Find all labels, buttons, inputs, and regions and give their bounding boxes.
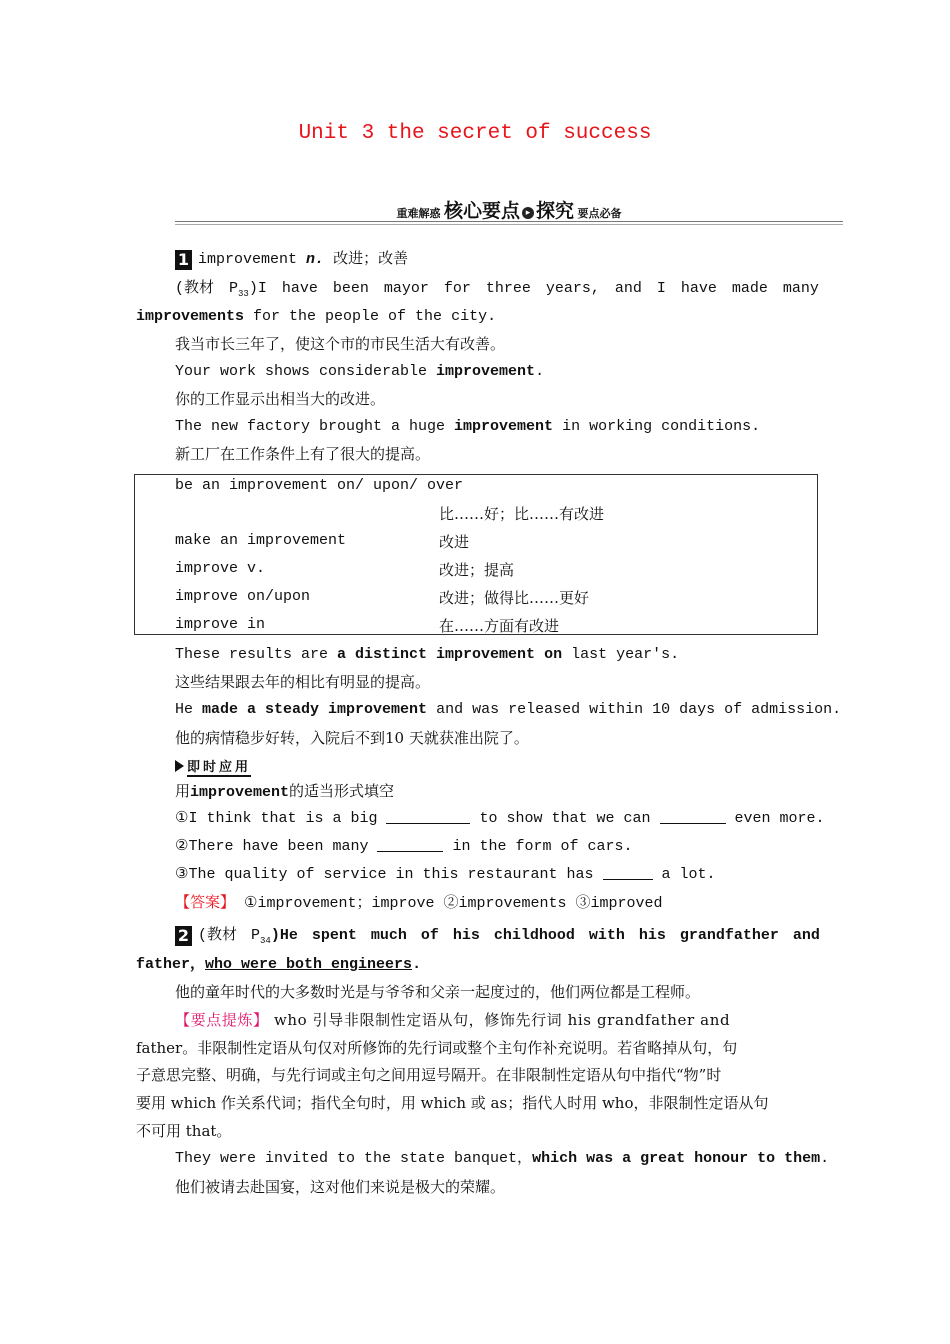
item1-head-meaning: 改进；改善: [333, 251, 409, 268]
point-text: who 引导非限制性定语从句，修饰先行词 his grandfather and: [268, 1011, 731, 1029]
sentence-rest: for the people of the city.: [244, 308, 497, 325]
keyword: made a steady improvement: [202, 701, 428, 718]
practice-prompt: [175, 777, 816, 807]
item2-zh2: 他们被请去赴国宴，这对他们来说是极大的荣耀。: [175, 1178, 506, 1196]
item2-zh1: 他的童年时代的大多数时光是与爷爷和父亲一起度过的，他们两位都是工程师。: [175, 983, 701, 1001]
sentence-part: .: [412, 956, 422, 973]
question-text: in the form of cars.: [443, 838, 633, 855]
question-1: [175, 805, 825, 833]
item2-example: [175, 1145, 830, 1173]
answer-blank[interactable]: [603, 865, 653, 880]
phrase-en: make an improvement: [175, 532, 347, 549]
section-banner: [175, 196, 843, 228]
sentence-part: and was released within 10 days of admission.: [427, 701, 842, 718]
item1-zh5: 他的病情稳步好转，入院后不到10 天就获准出院了。: [175, 729, 529, 747]
item1-head-word: improvement: [198, 251, 298, 268]
point-line-3: 子意思完整、明确，与先行词或主句之间用逗号隔开。在非限制性定语从句中指代“物”时: [136, 1066, 722, 1084]
answer-line: [175, 888, 816, 918]
prompt-part: 用: [175, 782, 191, 800]
keyword: improvement: [436, 363, 536, 380]
keyword: a distinct improvement on: [337, 646, 563, 663]
point-line-1: [175, 1006, 816, 1034]
item1-head-pos: n.: [306, 251, 325, 268]
question-text: ①I think that is a big: [175, 810, 387, 827]
point-line-2: father。非限制性定语从句仅对所修饰的先行词或整个主句作补充说明。若省略掉从句，句: [136, 1039, 738, 1057]
practice-label-text: 即时应用: [187, 760, 252, 775]
item1-example-5: [175, 696, 842, 724]
phrase-en: improve on/upon: [175, 588, 311, 605]
item1-zh2: 你的工作显示出相当大的改进。: [175, 390, 386, 408]
phrase-zh: 比……好；比……有改进: [439, 505, 605, 523]
sentence-part: He: [175, 701, 203, 718]
phrase-table: [134, 474, 818, 635]
sentence-part: father，: [136, 956, 206, 973]
point-label: 【要点提炼】: [175, 1011, 269, 1029]
item1-source-line-2: [136, 303, 816, 331]
page-title: Unit 3 the secret of success: [298, 122, 652, 145]
question-text: ②There have been many: [175, 838, 378, 855]
answer-blank[interactable]: [377, 837, 443, 852]
sentence-part: They were invited to the state banquet，: [175, 1150, 533, 1167]
banner-left-label: 重难解惑: [396, 207, 441, 220]
question-3: [175, 861, 816, 889]
sentence-part: Your work shows considerable: [175, 363, 437, 380]
practice-label: [175, 756, 251, 775]
question-2: [175, 833, 816, 861]
phrase-en: improve in: [175, 616, 266, 633]
underlined-clause: who were both engineers: [205, 956, 413, 973]
answer-blank[interactable]: [660, 809, 726, 824]
keyword: improvements: [136, 308, 245, 325]
answer-blank[interactable]: [386, 809, 470, 824]
sentence-part: .: [535, 363, 545, 380]
source-sentence: )I have been mayor for three years, and I have made many: [248, 280, 819, 297]
source-prefix: (教材 P: [175, 280, 239, 297]
prompt-part: 的适当形式填空: [289, 782, 395, 800]
item-number-badge: 1: [175, 250, 192, 270]
phrase-zh: 改进: [439, 533, 470, 551]
sentence-part: .: [820, 1150, 830, 1167]
item1-zh4: 这些结果跟去年的相比有明显的提高。: [175, 673, 431, 691]
phrase-zh: 在……方面有改进: [439, 617, 560, 635]
sentence-part: The new factory brought a huge: [175, 418, 455, 435]
source-page: 33: [238, 289, 249, 299]
sentence-part: These results are: [175, 646, 338, 663]
phrase-zh: 改进；提高: [439, 561, 515, 579]
sentence-part: in working conditions.: [553, 418, 761, 435]
item1-example-3: [175, 413, 816, 441]
answer-label: 【答案】: [175, 893, 236, 911]
phrase-zh: 改进；做得比……更好: [439, 589, 590, 607]
triangle-right-icon: [175, 760, 184, 772]
banner-title-b: 探究: [536, 200, 575, 222]
item1-zh3: 新工厂在工作条件上有了很大的提高。: [175, 445, 431, 463]
chevron-right-icon: ▸: [522, 207, 534, 219]
question-text: even more.: [725, 810, 825, 827]
phrase-en: be an improvement on/ upon/ over: [175, 477, 464, 494]
banner-rule: [175, 221, 843, 225]
item1-example-4: [175, 641, 816, 669]
question-text: ③The quality of service in this restaurant has: [175, 866, 603, 883]
item1-heading: [175, 246, 816, 274]
banner-title-a: 核心要点: [443, 200, 520, 222]
phrase-en: improve v.: [175, 560, 266, 577]
source-sentence: )He spent much of his childhood with his grandfather and: [270, 927, 820, 944]
keyword: improvement: [190, 784, 290, 801]
point-line-5: 不可用 that。: [136, 1122, 232, 1140]
point-line-4: 要用 which 作关系代词；指代全句时，用 which 或 as；指代人时用 who，非限制性定语从句: [136, 1094, 769, 1112]
item2-source-line-2: [136, 951, 816, 979]
source-prefix: (教材 P: [198, 927, 261, 944]
keyword: which was a great honour to them: [532, 1150, 821, 1167]
sentence-part: last year's.: [562, 646, 680, 663]
source-page: 34: [260, 936, 271, 946]
item1-example-2: [175, 358, 816, 386]
answer-text: ①improvement；improve ②improvements ③improved: [235, 895, 663, 912]
keyword: improvement: [454, 418, 554, 435]
question-text: to show that we can: [470, 810, 660, 827]
banner-right-label: 要点必备: [577, 207, 622, 220]
item1-zh1: 我当市长三年了，使这个市的市民生活大有改善。: [175, 335, 506, 353]
item-number-badge: 2: [175, 926, 192, 946]
question-text: a lot.: [652, 866, 716, 883]
